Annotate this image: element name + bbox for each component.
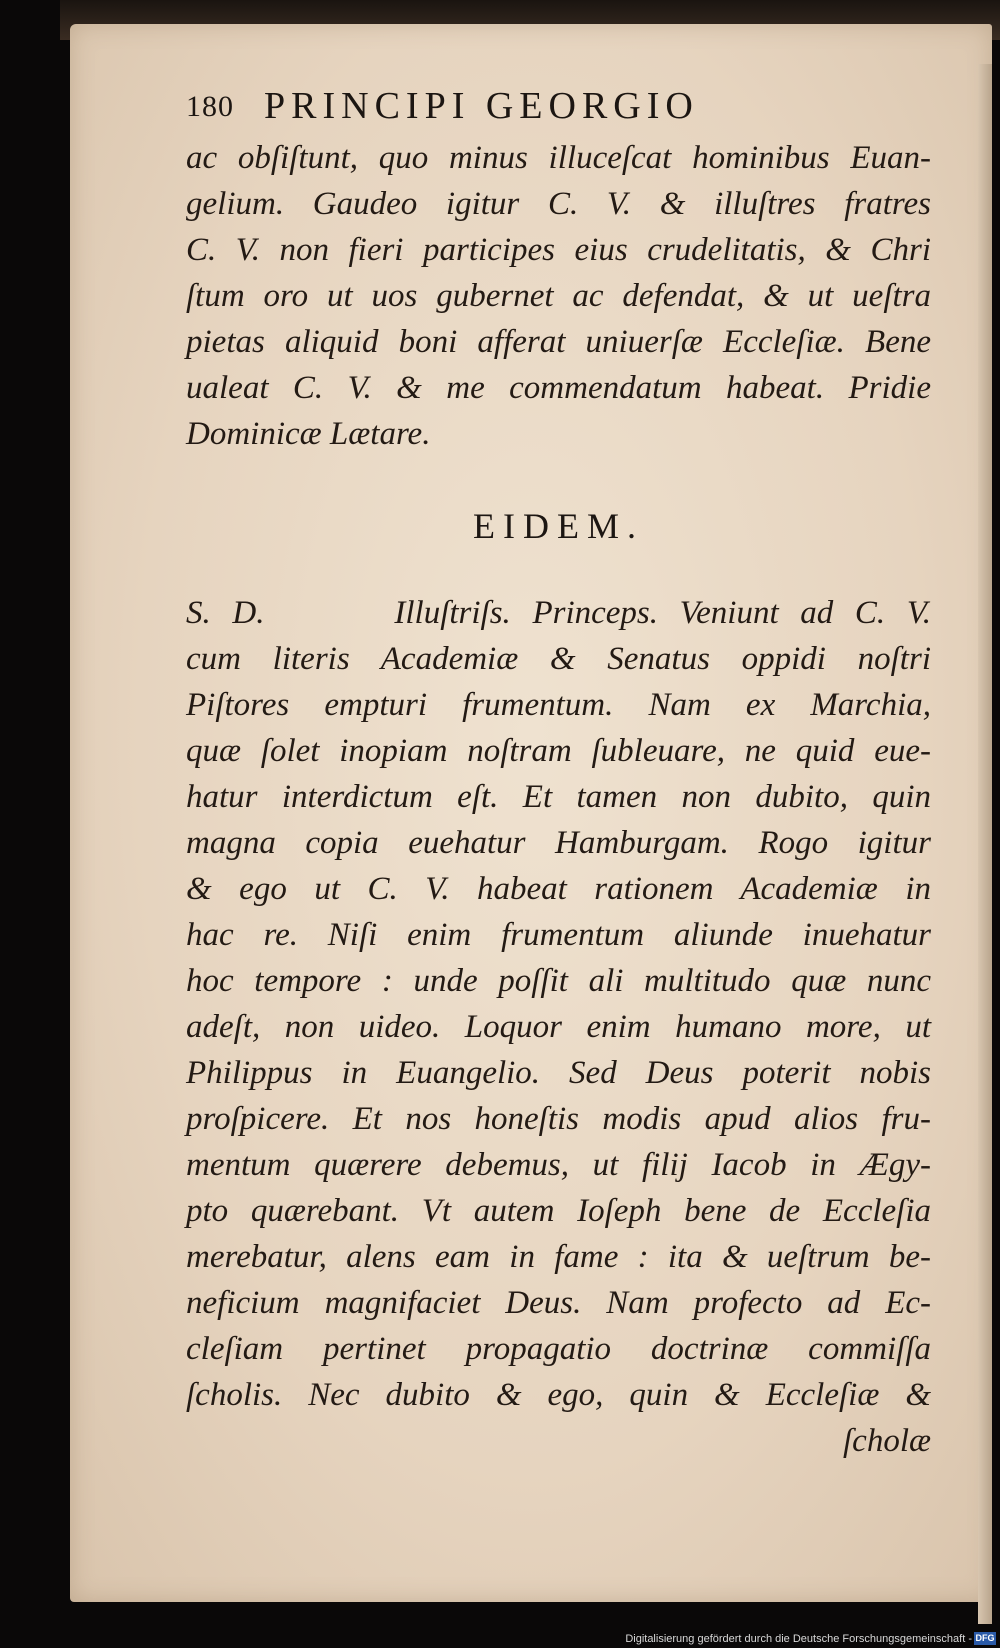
- text-line: magna copia euehatur Hamburgam. Rogo igitur: [186, 825, 931, 861]
- text-line: Philippus in Euangelio. Sed Deus poterit nobis: [186, 1055, 931, 1091]
- letter-1-text: [186, 135, 931, 457]
- dfg-logo: DFG: [975, 1633, 995, 1643]
- text-line: merebatur, alens eam in fame : ita & ueſtrum be-: [186, 1239, 931, 1275]
- text-line: quæ ſolet inopiam noſtram ſubleuare, ne quid eue-: [186, 733, 931, 769]
- page-number: 180: [186, 90, 234, 123]
- text-line: proſpicere. Et nos honeſtis modis apud alios fru-: [186, 1101, 931, 1137]
- text-line: ualeat C. V. & me commendatum habeat. Pridie: [186, 370, 931, 406]
- text-line: ſtum oro ut uos gubernet ac defendat, & ut ueſtra: [186, 278, 931, 314]
- text-line: C. V. non fieri participes eius crudelitatis, & Chri: [186, 232, 931, 268]
- page-header: [186, 80, 776, 130]
- digitization-credit: Digitalisierung gefördert durch die Deutsche Forschungsgemeinschaft -: [625, 1633, 972, 1645]
- text-line: cum literis Academiæ & Senatus oppidi noſtri: [186, 641, 931, 677]
- text-line: Piſtores empturi frumentum. Nam ex Marchia,: [186, 687, 931, 723]
- text-line: neficium magnifaciet Deus. Nam profecto ad Ec-: [186, 1285, 931, 1321]
- text-line: gelium. Gaudeo igitur C. V. & illuſtres fratres: [186, 186, 931, 222]
- text-line: mentum quærere debemus, ut filij Iacob in Ægy-: [186, 1147, 931, 1183]
- text-line: ac obſiſtunt, quo minus illuceſcat hominibus Euan-: [186, 140, 931, 176]
- running-head: PRINCIPI GEORGIO: [264, 85, 699, 127]
- page-edge: [978, 64, 992, 1624]
- text-line: & ego ut C. V. habeat rationem Academiæ in: [186, 871, 931, 907]
- text-line: hoc tempore : unde poſſit ali multitudo quæ nunc: [186, 963, 931, 999]
- text-line: S. D. Illuſtriſs. Princeps. Veniunt ad C. V.: [186, 595, 931, 631]
- footer-strip: [0, 1628, 1000, 1648]
- text-line: Dominicæ Lætare.: [186, 416, 431, 452]
- catchword: ſcholæ: [843, 1423, 931, 1459]
- text-line: hac re. Niſi enim frumentum aliunde inuehatur: [186, 917, 931, 953]
- text-line: ſcholis. Nec dubito & ego, quin & Eccleſiæ &: [186, 1377, 931, 1413]
- text-line: adeſt, non uideo. Loquor enim humano more, ut: [186, 1009, 931, 1045]
- text-line: hatur interdictum eſt. Et tamen non dubito, quin: [186, 779, 931, 815]
- text-line: pto quærebant. Vt autem Ioſeph bene de Eccleſia: [186, 1193, 931, 1229]
- text-line: cleſiam pertinet propagatio doctrinæ commiſſa: [186, 1331, 931, 1367]
- text-line: pietas aliquid boni afferat uniuerſæ Eccleſiæ. Bene: [186, 324, 931, 360]
- section-title: EIDEM.: [473, 506, 644, 546]
- letter-2-text: [186, 590, 931, 1464]
